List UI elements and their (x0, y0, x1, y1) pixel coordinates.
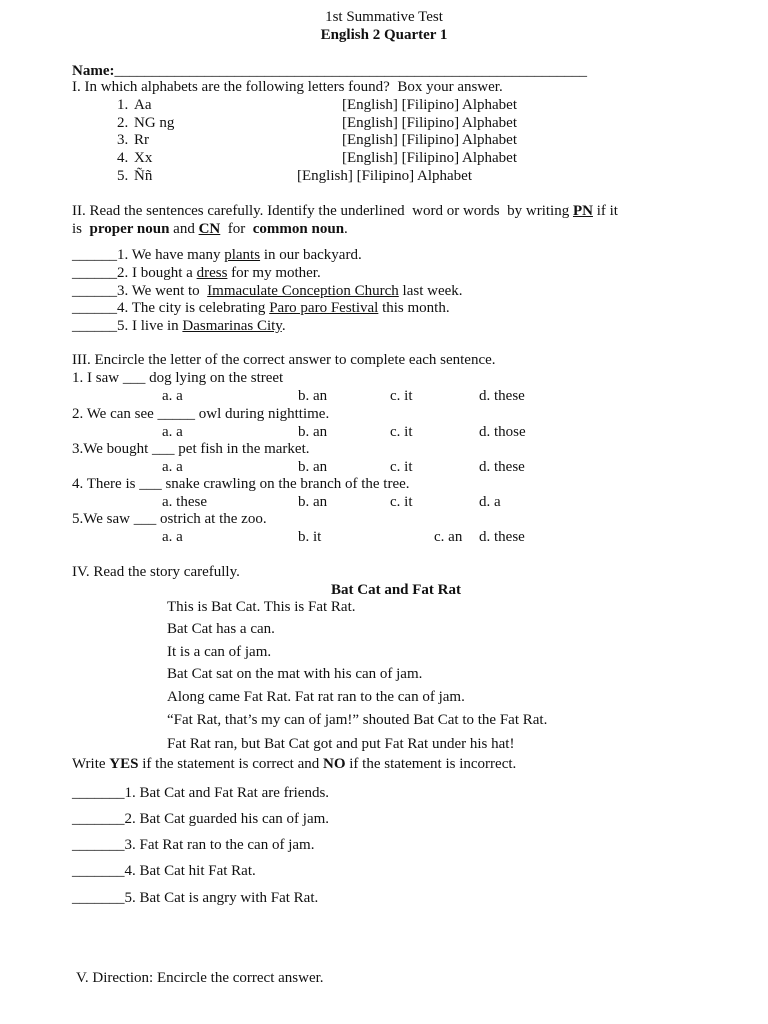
part1-item-letters: Xx (134, 150, 153, 166)
story-line: “Fat Rat, that’s my can of jam!” shouted Bat Cat to the Fat Rat. (167, 712, 548, 728)
instruction-text: if the statement is correct and (138, 756, 323, 772)
choice-d: d. those (479, 424, 526, 440)
choice-b: b. an (298, 424, 328, 440)
choice-d: d. these (479, 529, 525, 545)
part2-instruction-text: is (72, 221, 90, 237)
part1-item-number: 2. (117, 115, 129, 131)
part2-instruction-text: . (344, 221, 348, 237)
choice-c: c. an (434, 529, 463, 545)
part1-item-number: 4. (117, 150, 129, 166)
yes-no-item: _______2. Bat Cat guarded his can of jam. (72, 811, 330, 827)
part1-instruction: I. In which alphabets are the following letters found? Box your answer. (72, 79, 503, 95)
part2-instruction-line1 (72, 202, 618, 220)
choice-b: b. it (298, 529, 322, 545)
underlined-word: Dasmarinas City (182, 318, 282, 334)
choice-c: c. it (390, 494, 413, 510)
part2-item-text: ______5. I live in (72, 318, 183, 334)
yes-no-item: _______5. Bat Cat is angry with Fat Rat. (72, 890, 319, 906)
part2-item (72, 317, 286, 335)
part1-item-letters: Rr (134, 132, 149, 148)
part4-instruction: IV. Read the story carefully. (72, 564, 240, 580)
part2-item (72, 299, 450, 317)
part2-item-text: last week. (398, 283, 463, 299)
part2-item (72, 246, 362, 264)
choice-b: b. an (298, 459, 328, 475)
part1-item-choices: [English] [Filipino] Alphabet (342, 132, 517, 148)
part1-item-choices: [English] [Filipino] Alphabet (342, 115, 517, 131)
name-blank: _______________________________________________________________ (114, 63, 587, 79)
part2-instruction-text: and (169, 221, 199, 237)
choice-a: a. a (162, 529, 183, 545)
underlined-word: Immaculate Conception Church (207, 283, 399, 299)
choice-d: d. these (479, 459, 525, 475)
part2-item-text: ______3. We went to (72, 283, 208, 299)
yes-no-instruction (72, 755, 516, 773)
underlined-word: plants (224, 247, 261, 263)
part1-item-choices: [English] [Filipino] Alphabet (342, 97, 517, 113)
yes-label: YES (109, 756, 139, 772)
story-line: It is a can of jam. (167, 644, 272, 660)
part2-instruction-text: for (220, 221, 253, 237)
part3-instruction: III. Encircle the letter of the correct answer to complete each sentence. (72, 352, 496, 368)
choice-c: c. it (390, 388, 413, 404)
part2-item-text: ______4. The city is celebrating (72, 300, 270, 316)
question-text: 3.We bought ___ pet fish in the market. (72, 441, 310, 457)
part1-item-number: 3. (117, 132, 129, 148)
yes-no-item: _______4. Bat Cat hit Fat Rat. (72, 863, 256, 879)
part1-item-letters: Ññ (134, 168, 153, 184)
cn-code: CN (198, 221, 221, 237)
part2-item-text: in our backyard. (260, 247, 362, 263)
choice-a: a. a (162, 388, 183, 404)
choice-c: c. it (390, 424, 413, 440)
part2-instruction-text: if it (592, 203, 618, 219)
part2-item-text: this month. (378, 300, 450, 316)
yes-no-item: _______1. Bat Cat and Fat Rat are friends. (72, 785, 330, 801)
part1-item-choices: [English] [Filipino] Alphabet (297, 168, 472, 184)
underlined-word: dress (196, 265, 228, 281)
test-subtitle: English 2 Quarter 1 (320, 27, 448, 43)
part5-instruction: V. Direction: Encircle the correct answer. (76, 970, 324, 986)
underlined-word: Paro paro Festival (269, 300, 379, 316)
no-label: NO (323, 756, 346, 772)
part1-item-choices: [English] [Filipino] Alphabet (342, 150, 517, 166)
part2-item-text: . (281, 318, 286, 334)
part1-item-letters: NG ng (134, 115, 175, 131)
story-line: Fat Rat ran, but Bat Cat got and put Fat Rat under his hat! (167, 736, 515, 752)
choice-b: b. an (298, 494, 328, 510)
instruction-text: if the statement is incorrect. (345, 756, 517, 772)
common-noun-label: common noun (252, 221, 345, 237)
test-title: 1st Summative Test (325, 9, 443, 25)
part1-item-number: 1. (117, 97, 129, 113)
yes-no-item: _______3. Fat Rat ran to the can of jam. (72, 837, 315, 853)
name-label: Name: (72, 63, 115, 79)
part2-item (72, 282, 463, 300)
pn-code: PN (572, 203, 593, 219)
part2-item-text: for my mother. (227, 265, 321, 281)
instruction-text: Write (72, 756, 110, 772)
choice-c: c. it (390, 459, 413, 475)
part2-item-text: ______2. I bought a (72, 265, 197, 281)
choice-d: d. these (479, 388, 525, 404)
choice-d: d. a (479, 494, 501, 510)
story-line: Along came Fat Rat. Fat rat ran to the can of jam. (167, 689, 465, 705)
story-title: Bat Cat and Fat Rat (331, 582, 461, 598)
choice-a: a. a (162, 459, 183, 475)
question-text: 1. I saw ___ dog lying on the street (72, 370, 284, 386)
story-line: This is Bat Cat. This is Fat Rat. (167, 599, 356, 615)
question-text: 5.We saw ___ ostrich at the zoo. (72, 511, 267, 527)
part1-item-letters: Aa (134, 97, 152, 113)
story-line: Bat Cat sat on the mat with his can of jam. (167, 666, 423, 682)
part2-instruction-line2 (72, 220, 348, 238)
question-text: 2. We can see _____ owl during nighttime. (72, 406, 330, 422)
choice-a: a. a (162, 424, 183, 440)
question-text: 4. There is ___ snake crawling on the branch of the tree. (72, 476, 410, 492)
story-line: Bat Cat has a can. (167, 621, 275, 637)
part1-item-number: 5. (117, 168, 129, 184)
choice-a: a. these (162, 494, 207, 510)
part2-item-text: ______1. We have many (72, 247, 225, 263)
part2-item (72, 264, 321, 282)
proper-noun-label: proper noun (89, 221, 170, 237)
part2-instruction-text: II. Read the sentences carefully. Identify the underlined word or words by writing (72, 203, 573, 219)
choice-b: b. an (298, 388, 328, 404)
